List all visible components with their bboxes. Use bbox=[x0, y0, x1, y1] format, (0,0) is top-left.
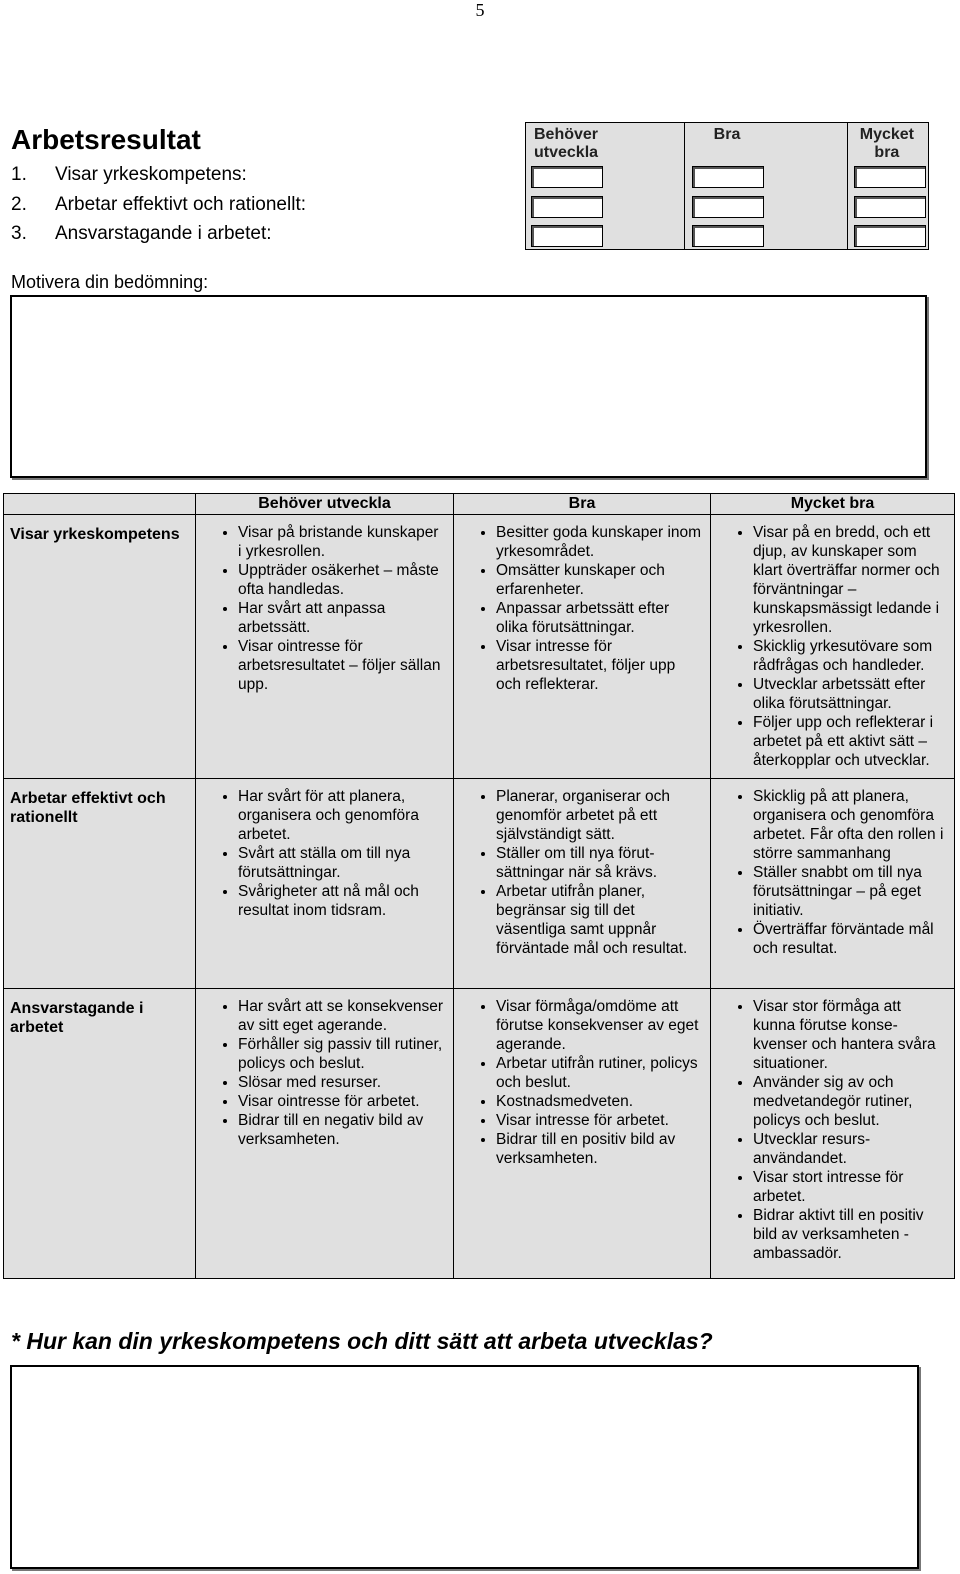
cell-good bbox=[454, 989, 711, 1279]
criterion-number: 3. bbox=[11, 223, 27, 244]
checkbox-1-needs[interactable] bbox=[531, 166, 603, 188]
list-item: • Visar stor förmåga att kunna förutse konse-kvenser och hantera svåra situationer. bbox=[753, 997, 946, 1073]
list-item: • Kostnadsmedveten. bbox=[496, 1092, 702, 1111]
criterion-text: Ansvarstagande i arbetet: bbox=[55, 223, 272, 244]
list-item: • Visar intresse för arbetsresultatet, följer upp och reflekterar. bbox=[496, 637, 702, 694]
criteria-table bbox=[3, 493, 955, 1279]
cell-needs bbox=[196, 515, 454, 779]
checkbox-3-good[interactable] bbox=[692, 225, 764, 247]
header-empty bbox=[4, 494, 196, 515]
checkbox-2-needs[interactable] bbox=[531, 196, 603, 218]
criterion-2 bbox=[11, 194, 306, 216]
page-number: 5 bbox=[475, 0, 485, 20]
motivation-textbox[interactable] bbox=[10, 295, 927, 478]
list-item: • Svårt att ställa om till nya förutsättningar. bbox=[238, 844, 445, 882]
list-item: • Överträffar förväntade mål och resultat. bbox=[753, 920, 946, 958]
list-item: • Arbetar utifrån planer, begränsar sig till det väsentliga samt uppnår förväntade mål och resultat. bbox=[496, 882, 702, 958]
list-item: • Anpassar arbetssätt efter olika förutsättningar. bbox=[496, 599, 702, 637]
row-label: Ansvarstagande i arbetet bbox=[4, 989, 196, 1279]
cell-needs bbox=[196, 779, 454, 989]
development-textbox[interactable] bbox=[10, 1365, 919, 1569]
motivate-label: Motivera din bedömning: bbox=[11, 272, 209, 292]
criterion-text: Arbetar effektivt och rationellt: bbox=[55, 194, 306, 215]
list-item: • Visar intresse för arbetet. bbox=[496, 1111, 702, 1130]
list-item: • Omsätter kunskaper och erfarenheter. bbox=[496, 561, 702, 599]
list-item: • Skicklig på att planera, organisera och genomföra arbetet. Får ofta den rollen i större sammanhang bbox=[753, 787, 946, 863]
criterion-number: 1. bbox=[11, 164, 27, 185]
checkbox-2-very-good[interactable] bbox=[854, 196, 926, 218]
cell-very-good bbox=[711, 989, 955, 1279]
checkbox-3-needs[interactable] bbox=[531, 225, 603, 247]
list-item: • Visar på en bredd, och ett djup, av kunskaper som klart överträffar normer och förväntningar – kunskapsmässigt ledande i yrkesrollen. bbox=[753, 523, 946, 637]
checkbox-3-very-good[interactable] bbox=[854, 225, 926, 247]
list-item: • Visar ointresse för arbetsresultatet – följer sällan upp. bbox=[238, 637, 445, 694]
cell-needs bbox=[196, 989, 454, 1279]
rating-header-needs: Behöver utveckla bbox=[534, 126, 599, 161]
list-item: • Har svårt att anpassa arbetssätt. bbox=[238, 599, 445, 637]
list-item: • Ställer om till nya förut-sättningar när så krävs. bbox=[496, 844, 702, 882]
list-item: • Bidrar aktivt till en positiv bild av verksamheten - ambassadör. bbox=[753, 1206, 946, 1263]
list-item: • Följer upp och reflekterar i arbetet på ett aktivt sätt – återkopplar och utvecklar. bbox=[753, 713, 946, 770]
criterion-text: Visar yrkeskompetens: bbox=[55, 164, 247, 185]
criterion-3 bbox=[11, 223, 272, 245]
cell-good bbox=[454, 779, 711, 989]
development-question: * Hur kan din yrkeskompetens och ditt sätt att arbeta utvecklas? bbox=[11, 1328, 713, 1354]
list-item: • Planerar, organiserar och genomför arbetet på ett självständigt sätt. bbox=[496, 787, 702, 844]
list-item: • Visar på bristande kunskaper i yrkesrollen. bbox=[238, 523, 445, 561]
header-very-good: Mycket bra bbox=[711, 494, 955, 515]
rating-grid bbox=[525, 122, 929, 250]
list-item: • Ställer snabbt om till nya förutsättningar – på eget initiativ. bbox=[753, 863, 946, 920]
list-item: • Visar förmåga/omdöme att förutse konsekvenser av eget agerande. bbox=[496, 997, 702, 1054]
criterion-number: 2. bbox=[11, 194, 27, 215]
list-item: • Utvecklar arbetssätt efter olika förutsättningar. bbox=[753, 675, 946, 713]
criterion-1 bbox=[11, 164, 247, 186]
list-item: • Slösar med resurser. bbox=[238, 1073, 445, 1092]
table-row bbox=[4, 989, 955, 1279]
cell-good bbox=[454, 515, 711, 779]
checkbox-1-very-good[interactable] bbox=[854, 166, 926, 188]
list-item: • Skicklig yrkesutövare som rådfrågas och handleder. bbox=[753, 637, 946, 675]
list-item: • Uppträder osäkerhet – måste ofta handledas. bbox=[238, 561, 445, 599]
list-item: • Svårigheter att nå mål och resultat inom tidsram. bbox=[238, 882, 445, 920]
list-item: • Har svårt för att planera, organisera och genomföra arbetet. bbox=[238, 787, 445, 844]
list-item: • Utvecklar resurs-användandet. bbox=[753, 1130, 946, 1168]
list-item: • Har svårt att se konsekvenser av sitt eget agerande. bbox=[238, 997, 445, 1035]
checkbox-2-good[interactable] bbox=[692, 196, 764, 218]
list-item: • Arbetar utifrån rutiner, policys och beslut. bbox=[496, 1054, 702, 1092]
list-item: • Bidrar till en negativ bild av verksamheten. bbox=[238, 1111, 445, 1149]
rating-divider bbox=[684, 123, 685, 249]
row-label: Visar yrkeskompetens bbox=[4, 515, 196, 779]
cell-very-good bbox=[711, 515, 955, 779]
list-item: • Besitter goda kunskaper inom yrkesområdet. bbox=[496, 523, 702, 561]
header-good: Bra bbox=[454, 494, 711, 515]
rating-header-very-good: Mycket bra bbox=[859, 126, 914, 161]
rating-divider bbox=[847, 123, 848, 249]
section-title: Arbetsresultat bbox=[11, 124, 201, 155]
table-row bbox=[4, 779, 955, 989]
list-item: • Visar stort intresse för arbetet. bbox=[753, 1168, 946, 1206]
list-item: • Bidrar till en positiv bild av verksamheten. bbox=[496, 1130, 702, 1168]
header-needs: Behöver utveckla bbox=[196, 494, 454, 515]
list-item: • Använder sig av och medvetandegör rutiner, policys och beslut. bbox=[753, 1073, 946, 1130]
checkbox-1-good[interactable] bbox=[692, 166, 764, 188]
cell-very-good bbox=[711, 779, 955, 989]
table-row bbox=[4, 515, 955, 779]
rating-header-good: Bra bbox=[713, 126, 741, 143]
table-header-row bbox=[4, 494, 955, 515]
row-label: Arbetar effektivt och rationellt bbox=[4, 779, 196, 989]
list-item: • Förhåller sig passiv till rutiner, policys och beslut. bbox=[238, 1035, 445, 1073]
list-item: • Visar ointresse för arbetet. bbox=[238, 1092, 445, 1111]
